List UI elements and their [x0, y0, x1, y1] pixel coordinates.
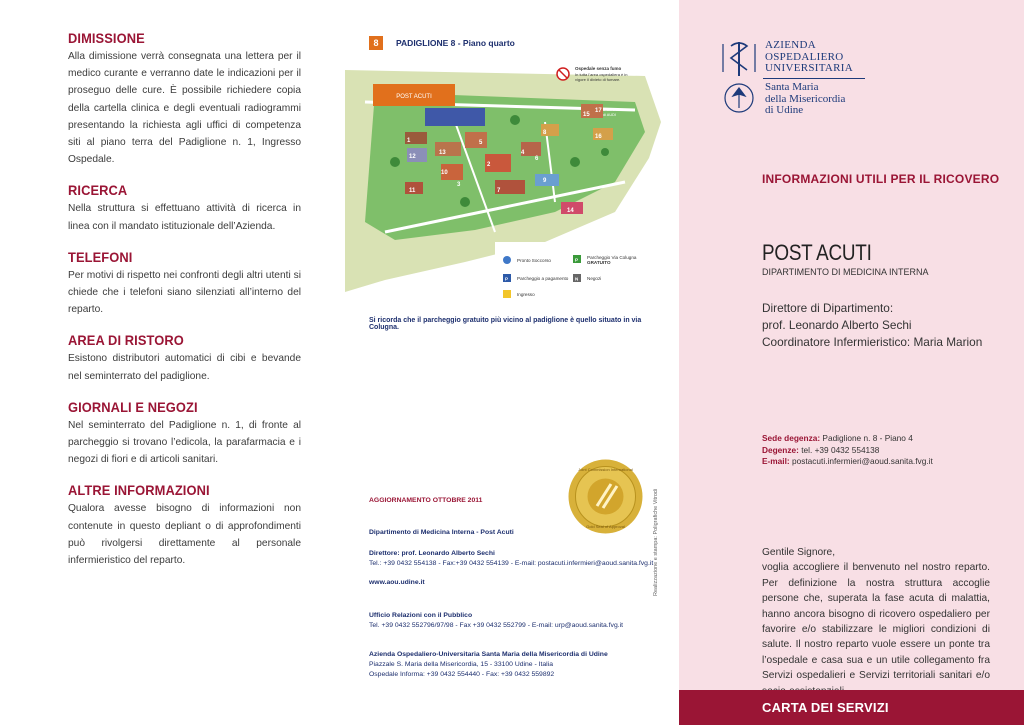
map-number: 14: [567, 208, 574, 214]
company-name: Azienda Ospedaliero-Universitaria Santa Maria della Misericordia di Udine: [369, 651, 608, 658]
print-credit: Realizzazione e stampa: Poligrafiche Vitrodi: [653, 488, 659, 596]
map-number: 9: [543, 178, 547, 184]
legend-negozi: Negozi: [587, 276, 602, 281]
department-label: DIPARTIMENTO DI MEDICINA INTERNA: [762, 267, 929, 277]
section-text: Esistono distributori automatici di cibi e bevande nel seminterrato del padiglione.: [68, 353, 301, 382]
section-text: Nella struttura si effettuano attività di ricerca in linea con il mandato istituzionale dell’Azienda.: [68, 203, 301, 232]
map-number: 1: [407, 138, 411, 144]
section-title: AREA DI RISTORO: [68, 332, 184, 349]
library-label: BIBLIOTECA: [603, 108, 626, 112]
seal-bottom-text: Gold Seal of Approval: [586, 524, 625, 529]
director-contacts: Tel.: +39 0432 554138 - Fax:+39 0432 554139 - E-mail: postacuti.infermieri@aoud.sanita.fvg.it: [369, 560, 654, 567]
logo-line: UNIVERSITARIA: [765, 62, 853, 74]
caduceus-emblem-icon: [717, 38, 761, 118]
company-address: Piazzale S. Maria della Misericordia, 15 - 33100 Udine - Italia: [369, 661, 553, 668]
first-aid-icon: [503, 256, 511, 264]
company-block: [369, 650, 659, 680]
smoke-title: Ospedale senza fumo: [575, 66, 622, 71]
sede-value: Padiglione n. 8 - Piano 4: [822, 433, 913, 443]
department-contact: [369, 528, 659, 538]
section-text: Nel seminterrato del Padiglione n. 1, di fronte al parcheggio si trovano l’edicola, la parafarmacia e i negozi di fiori e di articoli sanitari.: [68, 419, 301, 466]
map-number: 4: [521, 150, 525, 156]
map-number: 16: [595, 134, 602, 140]
email-value[interactable]: postacuti.infermieri@aoud.sanita.fvg.it: [791, 456, 933, 467]
urp-block: [369, 611, 659, 631]
legend-ingresso: Ingresso: [517, 292, 535, 297]
smoke-text-2: vigore il divieto di fumare.: [575, 77, 621, 82]
map-number: 11: [409, 188, 416, 194]
welcome-body: voglia accogliere il benvenuto nel nostro reparto. Per definizione la nostra struttura accoglie persone che, superata la fase acuta di malattia, hanno ancora bisogno di ricovero ospedaliero per favorire e/o stabilizzare le migliori condizioni di salute. Il nostro reparto vuole essere un ponte tra l’ospedale e casa sua e un utile collegamento fra Servizi ospedalieri e Servizi territoriali sanitari e/o: [762, 562, 990, 682]
welcome-text: [762, 545, 990, 699]
seal-top-text: Joint Commission International: [578, 467, 633, 472]
left-column: [68, 30, 301, 583]
section-title: DIMISSIONE: [68, 30, 145, 46]
section-text: Per motivi di rispetto nei confronti degli altri utenti si chiede che i telefoni siano silenziati all’interno del reparto.: [68, 269, 301, 316]
hospital-logo: [717, 38, 857, 120]
urp-contacts: Tel. +39 0432 552796/97/98 - Fax +39 0432 552799 - E-mail: urp@aoud.sanita.fvg.it: [369, 622, 624, 629]
map-number: 2: [487, 162, 491, 168]
map-number: 5: [479, 140, 483, 146]
middle-column: [345, 0, 675, 725]
paid-parking-letter: P: [505, 276, 509, 282]
section-dimissione: [68, 30, 301, 168]
ward-title: POST ACUTI: [762, 240, 872, 265]
logo-line: OSPEDALIERO: [765, 50, 844, 63]
website-link[interactable]: www.aou.udine.it: [369, 579, 425, 586]
footer-title: CARTA DEI SERVIZI: [762, 700, 889, 715]
map-number: 7: [497, 188, 501, 194]
map-number: 10: [441, 170, 448, 176]
shops-letter: N: [575, 276, 579, 282]
section-ricerca: [68, 182, 301, 234]
logo-line: AZIENDA: [765, 39, 816, 51]
map-number: 13: [439, 150, 446, 156]
map-number: 3: [457, 182, 461, 188]
pavilion-number-badge: 8: [369, 36, 383, 50]
director-name: Direttore: prof. Leonardo Alberto Sechi: [369, 550, 495, 557]
entrance-icon: [503, 290, 511, 298]
section-giornali-negozi: [68, 399, 301, 469]
section-title: GIORNALI E NEGOZI: [68, 398, 198, 415]
footer-band: [679, 690, 1024, 725]
legend-gratuito: GRATUITO: [587, 260, 611, 265]
map-number: 8: [543, 130, 547, 136]
library-label-2: di AUDI: [603, 113, 616, 117]
degenze-value: tel. +39 0432 554138: [801, 444, 880, 455]
update-info: [369, 496, 659, 506]
map-number: 15: [583, 112, 590, 118]
smoke-text-1: In tutta l’area ospedaliera è in: [575, 72, 628, 77]
section-area-ristoro: [68, 332, 301, 384]
section-title: ALTRE INFORMAZIONI: [68, 482, 210, 499]
section-altre-informazioni: [68, 482, 301, 569]
department-name: Dipartimento di Medicina Interna - Post Acuti: [369, 529, 514, 536]
degenze-label: Degenze:: [762, 444, 799, 455]
urp-title: Ufficio Relazioni con il Pubblico: [369, 612, 473, 619]
map-number: 17: [595, 108, 602, 114]
logo-divider: [763, 78, 865, 79]
logo-line: Santa Maria: [765, 81, 819, 93]
greeting: Gentile Signore,: [762, 547, 836, 558]
section-text: Qualora avesse bisogno di informazioni non contenute in questo depliant o di approfondimenti può rivolgersi direttamente al personale infermieristico del reparto.: [68, 503, 301, 567]
section-telefoni: [68, 249, 301, 319]
hospital-map: [345, 62, 663, 302]
post-acuti-map-label: POST ACUTI: [396, 94, 432, 100]
cover-panel: [679, 0, 1024, 725]
logo-line: della Misericordia: [765, 92, 846, 105]
legend-parcheggio-pagamento: Parcheggio a pagamento: [517, 276, 569, 281]
website-block: [369, 578, 659, 588]
map-number: 12: [409, 154, 416, 160]
info-title: INFORMAZIONI UTILI PER IL RICOVERO: [762, 172, 1000, 186]
section-title: TELEFONI: [68, 248, 133, 265]
update-date: AGGIORNAMENTO OTTOBRE 2011: [369, 497, 483, 504]
director-name: prof. Leonardo Alberto Sechi: [762, 318, 912, 332]
section-text: Alla dimissione verrà consegnata una lettera per il medico curante e verranno date le indicazioni per il proseguo delle cure. È possibile richiedere copia della cartella clinica e degli eventuali radiogrammi presentando la richiesta agli uffici di competenza siti al piano terra del Padiglione n. 1, Ingresso Ospedale.: [68, 51, 301, 166]
email-label: E-mail:: [762, 456, 790, 467]
coordinator: Coordinatore Infermieristico: Maria Marion: [762, 335, 983, 349]
logo-line: di Udine: [765, 104, 804, 116]
free-parking-letter: P: [575, 257, 579, 263]
director-block: [762, 300, 982, 351]
logo-text-bottom: [765, 82, 845, 117]
map-number: 6: [535, 156, 539, 162]
director-label: Direttore di Dipartimento:: [762, 301, 894, 315]
director-contact: [369, 549, 659, 569]
ward-contacts: [762, 433, 933, 468]
pavilion-header: [369, 36, 515, 50]
legend-parcheggio-colugna: Parcheggio Via Colugna: [587, 255, 637, 260]
section-title: RICERCA: [68, 182, 128, 199]
legend-pronto: Pronto Soccorso: [517, 258, 551, 263]
sede-label: Sede degenza:: [762, 433, 821, 443]
map-note: Si ricorda che il parcheggio gratuito più vicino al padiglione è quello situato in via Colugna.: [369, 317, 642, 331]
hospital-info: Ospedale Informa: +39 0432 554440 - Fax: +39 0432 559892: [369, 671, 555, 678]
pavilion-title: PADIGLIONE 8 - Piano quarto: [396, 38, 515, 48]
logo-text-top: [765, 40, 853, 75]
